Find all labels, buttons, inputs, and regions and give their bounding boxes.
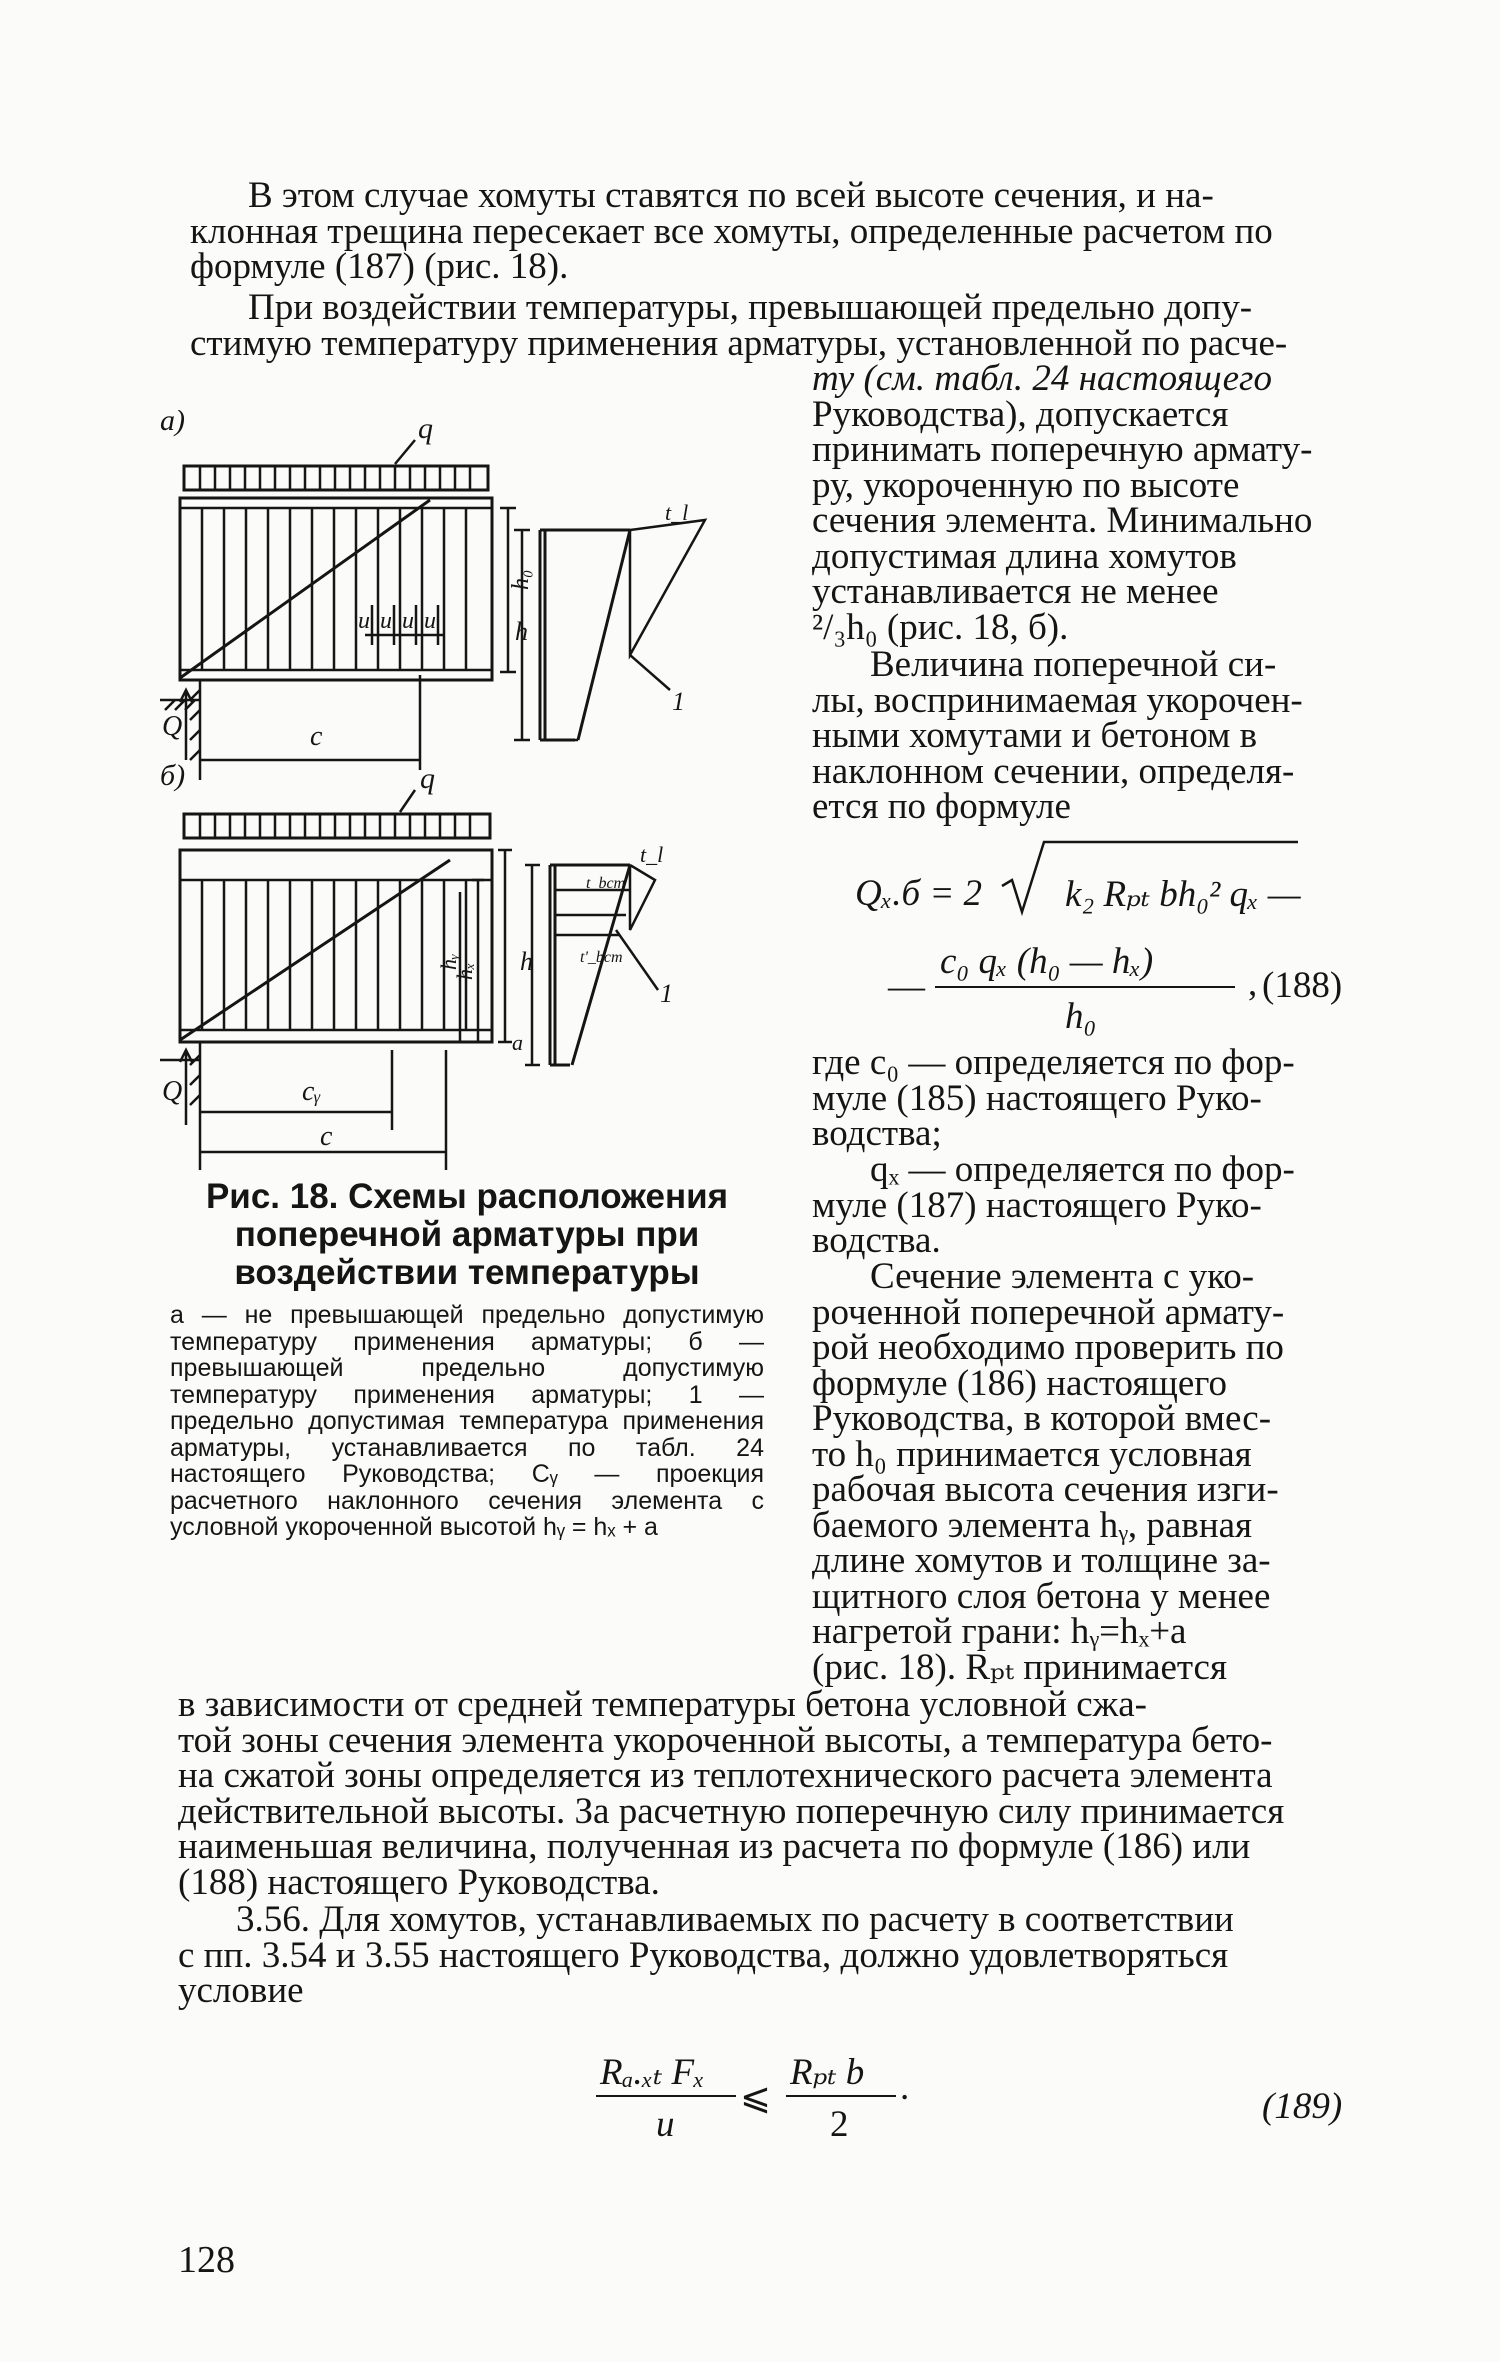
label-1: 1 — [660, 979, 673, 1008]
text-line: рой необходимо проверить по — [812, 1327, 1284, 1368]
text-line: (рис. 18). Rₚₜ принимается — [812, 1646, 1227, 1688]
text-line: допустимая длина хомутов — [812, 535, 1237, 577]
text-line: то h₀ принимается условная — [812, 1433, 1252, 1475]
label-c: c — [320, 1121, 333, 1152]
text-line: баемого элемента hᵧ, равная — [812, 1504, 1253, 1546]
label-q: q — [418, 412, 433, 445]
text-line: на сжатой зоны определяется из теплотехнического расчета элемента — [178, 1755, 1273, 1796]
formula-188-number: (188) — [1262, 965, 1343, 1006]
label-Q: Q — [162, 1076, 183, 1107]
text-line: стимую температуру применения арматуры, установленной по расче- — [190, 322, 1288, 364]
text-line: В этом случае хомуты ставятся по всей высоте сечения, и на- — [248, 175, 1214, 216]
label-cy: cᵧ — [302, 1076, 321, 1107]
formula-189-relation: ⩽ — [740, 2077, 772, 2118]
paragraph-5 — [178, 1899, 1340, 2011]
fraction-bar — [935, 986, 1235, 988]
text-line: муле (187) настоящего Руко- — [812, 1184, 1262, 1226]
text-line: принимать поперечную армату- — [812, 429, 1313, 470]
text-line: муле (185) настоящего Руко- — [812, 1077, 1262, 1119]
figure-caption-title: Рис. 18. Схемы расположения поперечной арматуры при воздействии температуры — [205, 1177, 729, 1292]
text-line: клонная трещина пересекает все хомуты, определенные расчетом по — [190, 210, 1273, 252]
label-u: u — [424, 608, 436, 634]
figure-caption-legend: а — не превышающей предельно допустимую температуру применения арматуры; б — превышающей предельно допустимую температуру применения арматуры; 1 — предельно допустимая температура применения арматуры, устанавливается по табл. 24 настоящего Руководства; Cᵧ — проекция расчетного наклонного сечения элемента с условной укороченной высотой hᵧ = hₓ + a — [170, 1301, 764, 1541]
beam-a-diagram — [160, 440, 780, 780]
label-b: б) — [160, 759, 186, 792]
paragraph-2-head — [190, 287, 1340, 364]
fraction-bar — [596, 2095, 736, 2097]
label-u: u — [380, 608, 392, 634]
text-line: Руководства), допускается — [812, 393, 1229, 435]
label-a-dim: a — [512, 1030, 523, 1055]
label-tl: t_l — [665, 500, 689, 525]
label-hy: hᵧ — [436, 953, 461, 970]
text-line: 3.56. Для хомутов, устанавливаемых по расчету в соответствии — [236, 1899, 1234, 1940]
text-line: Сечение элемента с уко- — [870, 1256, 1255, 1297]
formula-188-comma: , — [1248, 963, 1258, 1004]
label-u: u — [402, 608, 414, 634]
fraction-bar — [786, 2095, 896, 2097]
label-c: c — [310, 721, 323, 752]
section-a-diagram — [160, 410, 705, 740]
label-u: u — [358, 608, 370, 634]
text-line: рабочая высота сечения изги- — [812, 1469, 1279, 1510]
text-line: наименьшая величина, полученная из расчета по формуле (186) или — [178, 1826, 1251, 1867]
text-line: ²/₃h₀ (рис. 18, б). — [812, 606, 1069, 648]
text-line: щитного слоя бетона у менее — [812, 1575, 1271, 1617]
paragraph-3 — [812, 644, 1340, 827]
figure-18 — [160, 410, 800, 1170]
text-line: с пп. 3.54 и 3.55 настоящего Руководства, должно удовлетворяться — [178, 1934, 1229, 1976]
formula-189-den-left: u — [656, 2104, 675, 2145]
text-line: условие — [178, 1970, 304, 2011]
text-line: той зоны сечения элемента укороченной высоты, а температура бето- — [178, 1719, 1273, 1761]
formula-189-num-right: Rₚₜ b — [790, 2052, 865, 2093]
text-line: При воздействии температуры, превышающей предельно допу- — [248, 287, 1253, 328]
text-line: в зависимости от средней температуры бетона условной сжа- — [178, 1684, 1147, 1725]
label-q: q — [420, 762, 435, 795]
paragraph-1 — [190, 175, 1340, 287]
formula-189-den-right: 2 — [830, 2104, 849, 2145]
label-tbcm2: t'_bcm — [580, 949, 623, 966]
text-line: где c₀ — определяется по фор- — [812, 1042, 1295, 1083]
text-line: сечения элемента. Минимально — [812, 500, 1313, 541]
text-line: ными хомутами и бетоном в — [812, 715, 1258, 756]
text-line: Величина поперечной си- — [870, 644, 1277, 685]
label-h: h — [520, 947, 533, 976]
where-c0 — [812, 1042, 1340, 1154]
text-line: ту (см. табл. 24 настоящего — [812, 358, 1272, 399]
text-line: действительной высоты. За расчетную поперечную силу принимается — [178, 1790, 1285, 1832]
formula-188-lhs: Qₓ.б = 2 — [855, 873, 983, 914]
text-line: qₓ — определяется по фор- — [870, 1149, 1295, 1190]
label-Q: Q — [162, 711, 183, 742]
text-line: роченной поперечной армату- — [812, 1291, 1285, 1333]
text-line: (188) настоящего Руководства. — [178, 1861, 660, 1903]
text-line: устанавливается не менее — [812, 571, 1219, 612]
page-number: 128 — [178, 2239, 235, 2281]
text-line: Руководства, в которой вмес- — [812, 1398, 1272, 1439]
text-line: длине хомутов и толщине за- — [812, 1540, 1271, 1581]
label-h: h — [515, 617, 528, 646]
paragraph-4-full — [178, 1684, 1340, 1903]
text-line: водства. — [812, 1220, 941, 1261]
formula-188-numerator: c₀ qₓ (h₀ — hₓ) — [940, 941, 1154, 982]
text-line: ру, укороченную по высоте — [812, 464, 1240, 506]
text-line: лы, воспринимаемая укорочен- — [812, 679, 1303, 721]
formula-188-denominator: h₀ — [1065, 996, 1097, 1037]
text-line: нагретой грани: hᵧ=hₓ+a — [812, 1611, 1187, 1652]
where-qx — [812, 1149, 1340, 1261]
paragraph-2-right-column — [812, 358, 1340, 648]
label-tbcm: t_bcm — [586, 875, 626, 892]
text-line: формуле (186) настоящего — [812, 1362, 1228, 1404]
text-line: формуле (187) (рис. 18). — [190, 246, 569, 287]
label-tl: t_l — [640, 842, 664, 867]
formula-188-radicand: k₂ Rₚₜ bh₀² qₓ — — [1065, 874, 1301, 915]
label-h0: h₀ — [508, 569, 534, 590]
formula-189-number: (189) — [1262, 2086, 1343, 2127]
formula-189-num-left: Rₐ.ₓₜ Fₓ — [600, 2052, 705, 2093]
paragraph-4-right-column — [812, 1256, 1340, 1688]
formula-188-lead-minus: — — [888, 966, 925, 1007]
text-line: наклонном сечении, определя- — [812, 750, 1295, 792]
label-a: a) — [160, 410, 185, 437]
label-hx: hₓ — [452, 962, 477, 980]
formula-189-dot: . — [900, 2067, 910, 2108]
label-1: 1 — [672, 687, 685, 716]
text-line: ется по формуле — [812, 786, 1071, 827]
text-line: водства; — [812, 1113, 942, 1154]
